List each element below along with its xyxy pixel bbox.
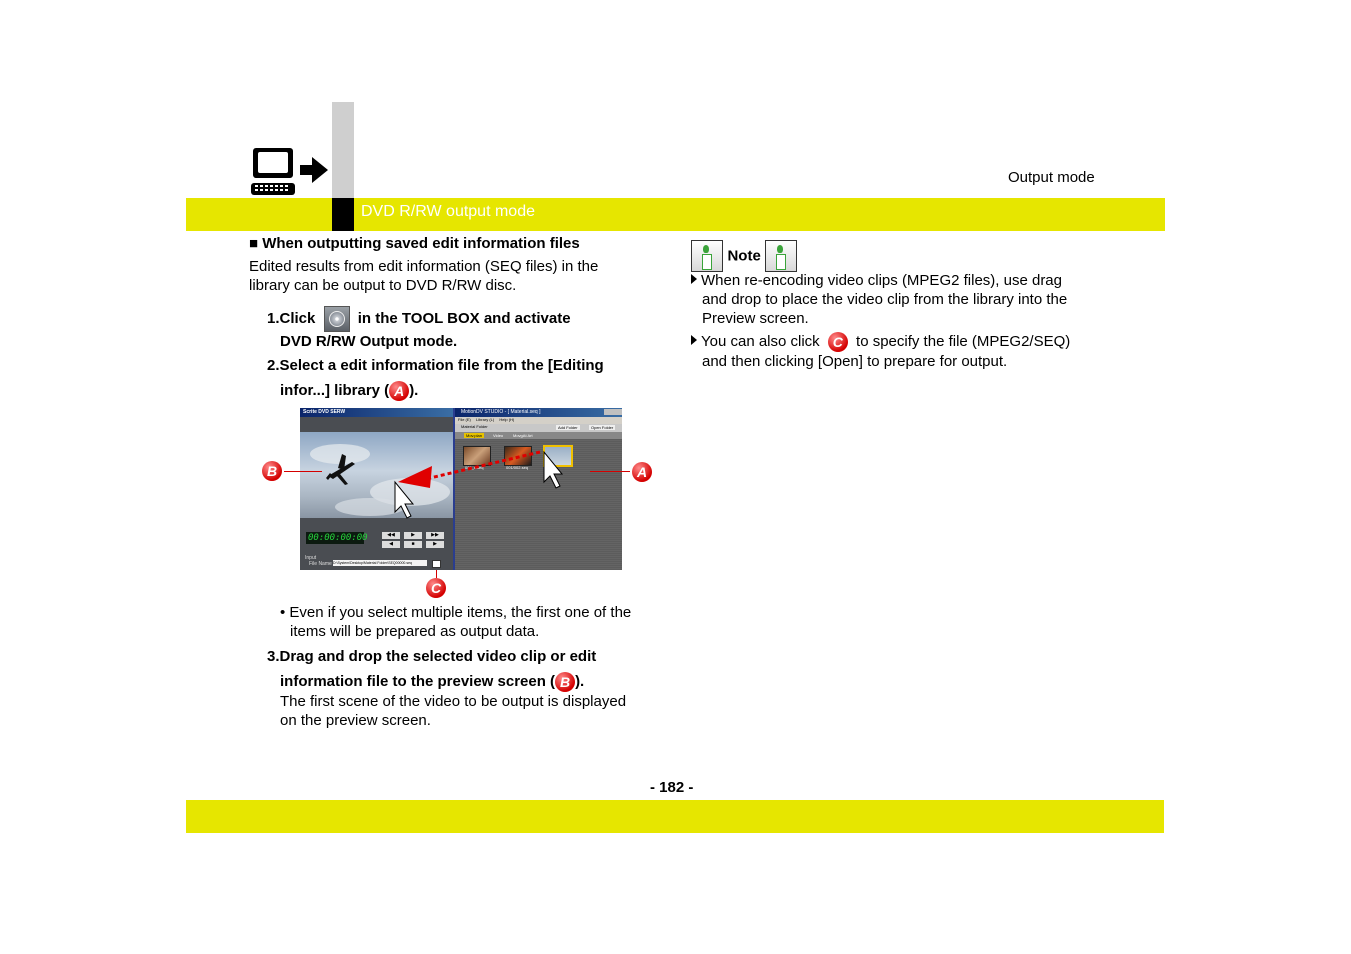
- tab-movgat[interactable]: MovgAt Art: [513, 433, 533, 438]
- callout-b-icon: B: [262, 461, 282, 481]
- timecode-text: 00:00:00:00: [308, 533, 368, 543]
- menu-help[interactable]: Help (H): [499, 417, 515, 422]
- step3-desc: The first scene of the video to be output is displayed: [280, 693, 627, 711]
- callout-b-icon: B: [555, 672, 575, 692]
- file-path-field[interactable]: D:\System\Desktop\Material Folder\SEQ00000.seq: [333, 560, 427, 566]
- note-item-1: [691, 271, 1067, 328]
- step2-text: 2.Select a edit information file from the [Editing: [267, 357, 604, 374]
- tab-video[interactable]: Video: [493, 433, 504, 438]
- add-folder-button[interactable]: Add Folder: [558, 425, 578, 430]
- intro-line: library can be output to DVD R/RW disc.: [249, 277, 517, 294]
- callout-c-icon: C: [828, 332, 848, 352]
- note-line: to specify the file (MPEG2/SEQ): [856, 333, 1071, 350]
- step-3: [267, 647, 626, 730]
- step3-text: ).: [575, 673, 585, 690]
- bullet-note: [280, 603, 631, 641]
- callout-c-icon: C: [426, 578, 446, 598]
- intro-text: [249, 257, 598, 295]
- note-line: Preview screen.: [702, 310, 809, 327]
- prev-frame-button[interactable]: ◀: [382, 541, 400, 548]
- rewind-button[interactable]: ◀◀: [382, 532, 400, 539]
- note-header: [691, 240, 797, 272]
- header-black-tab: [332, 198, 354, 231]
- callout-a-icon: A: [389, 381, 409, 401]
- step1-text: in the TOOL BOX and activate: [357, 309, 571, 327]
- arrow-bullet-icon: [691, 274, 697, 284]
- callout-c-line: [436, 570, 437, 578]
- next-frame-button[interactable]: ▶: [426, 541, 444, 548]
- step2-text: ).: [409, 382, 419, 399]
- note-line: and then clicking [Open] to prepare for output.: [702, 353, 1008, 371]
- play-button[interactable]: ▶: [404, 532, 422, 539]
- heading-text: When outputting saved edit information files: [262, 235, 580, 252]
- library-title: MotionDV STUDIO - [ Material.seq ]: [461, 409, 541, 415]
- note-line: and drop to place the video clip from the library into the: [702, 291, 1068, 308]
- step3-desc: on the preview screen.: [280, 712, 431, 730]
- callout-a-icon: A: [632, 462, 652, 482]
- callout-b-line: [284, 471, 322, 472]
- intro-line: Edited results from edit information (SEQ files) in the: [249, 258, 599, 275]
- callout-a-line: [590, 471, 630, 472]
- step1-text: DVD R/RW Output mode.: [280, 333, 458, 350]
- input-label: Input: [305, 555, 317, 561]
- step3-text: information file to the preview screen (: [280, 673, 556, 690]
- app-screenshot: [300, 408, 622, 570]
- dvd-disc-tool-icon[interactable]: [324, 306, 350, 332]
- footer-band: [186, 800, 1164, 833]
- step-2: [267, 356, 604, 401]
- callout-b: [262, 461, 282, 481]
- tab-mov-plan[interactable]: Mov.plan: [466, 433, 482, 438]
- menu-library[interactable]: Library (L): [476, 417, 495, 422]
- bullet-line: items will be prepared as output data.: [290, 623, 540, 640]
- menu-file[interactable]: File (E): [458, 417, 471, 422]
- note-item-2: [691, 332, 1070, 371]
- header-gray-tab: [332, 102, 354, 198]
- heading-marker: ■: [249, 235, 259, 252]
- page-number: - 182 -: [650, 779, 694, 796]
- forward-button[interactable]: ▶▶: [426, 532, 444, 539]
- open-folder-button[interactable]: Open Folder: [591, 425, 614, 430]
- section-heading: [249, 234, 580, 253]
- file-name-label: File Name: [309, 561, 332, 567]
- step2-text: infor...] library (: [280, 382, 390, 399]
- note-title: Note: [727, 247, 761, 265]
- bullet-line: • Even if you select multiple items, the first one of the: [280, 604, 632, 621]
- thumbnail-label: 000_s.seq: [465, 465, 484, 470]
- stop-button[interactable]: ■: [404, 541, 422, 548]
- callout-c: [426, 578, 446, 598]
- computer-output-icon: [250, 146, 330, 198]
- preview-title: Scrite DVD SERW: [303, 409, 346, 415]
- section-title: DVD R/RW output mode: [361, 203, 535, 220]
- candle-note-icon: [691, 240, 723, 272]
- note-line: You can also click: [701, 333, 820, 350]
- arrow-bullet-icon: [691, 335, 697, 345]
- step3-text: 3.Drag and drop the selected video clip or edit: [267, 648, 597, 665]
- candle-note-icon: [765, 240, 797, 272]
- step-1: [267, 306, 571, 351]
- step1-text: 1.Click: [267, 309, 316, 327]
- drag-arrow-icon: [300, 408, 622, 570]
- thumbnail-label: 001/002.seq: [506, 465, 529, 470]
- callout-a: [632, 462, 652, 482]
- output-mode-label: Output mode: [1008, 169, 1095, 186]
- note-line: When re-encoding video clips (MPEG2 files), use drag: [701, 272, 1062, 289]
- tree-item[interactable]: Material Folder: [461, 424, 488, 429]
